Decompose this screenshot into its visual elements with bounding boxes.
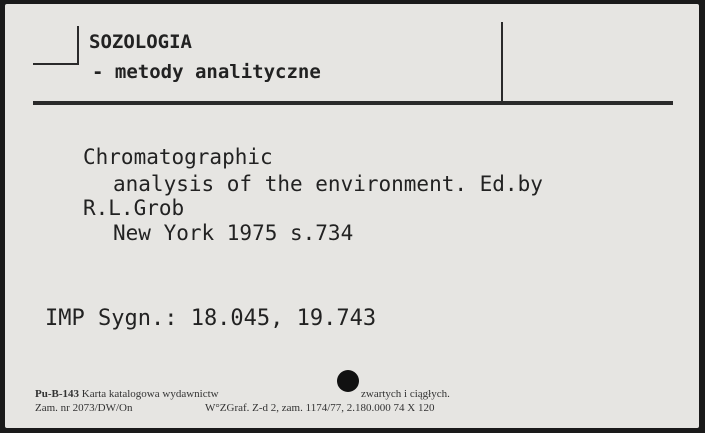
- header-left-divider: [77, 26, 79, 65]
- header-left-stub: [33, 63, 77, 65]
- editor-line: R.L.Grob: [83, 196, 185, 220]
- subject-subheading: - metody analityczne: [92, 61, 321, 83]
- footer-line-1-left: [35, 388, 219, 400]
- form-code: Pu-B-143: [35, 388, 79, 400]
- punch-hole: [337, 370, 359, 392]
- call-number: IMP Sygn.: 18.045, 19.743: [45, 306, 377, 331]
- footer-line-1-right: zwartych i ciągłych.: [361, 388, 450, 400]
- footer-line-2-left: Zam. nr 2073/DW/On: [35, 402, 133, 414]
- footer-line-2-right: W°ZGraf. Z-d 2, zam. 1174/77, 2.180.000 74 X 120: [205, 402, 435, 414]
- imprint-line: New York 1975 s.734: [113, 221, 354, 245]
- subject-heading: SOZOLOGIA: [89, 31, 192, 53]
- header-right-divider: [501, 22, 503, 104]
- footer-form-title: Karta katalogowa wydawnictw: [81, 388, 219, 400]
- catalog-card: [5, 4, 699, 428]
- title-line-1: Chromatographic: [83, 145, 273, 169]
- title-line-2: analysis of the environment. Ed.by: [113, 172, 543, 196]
- header-rule: [33, 101, 673, 105]
